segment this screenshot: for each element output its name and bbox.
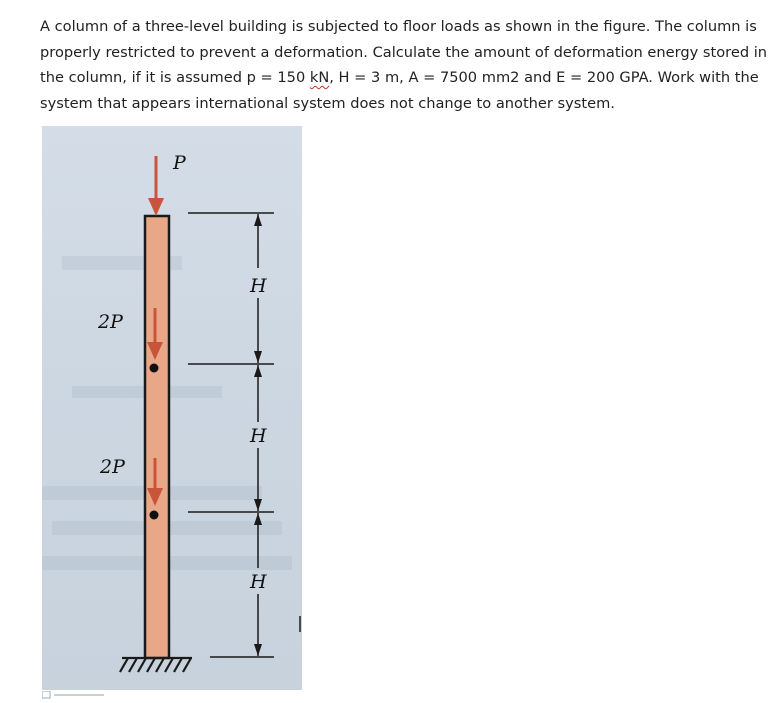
floor-load-label-1: 2P — [98, 311, 123, 333]
problem-statement — [40, 14, 772, 116]
fixed-support — [120, 658, 192, 672]
problem-text-part1: A column of a three-level building is subjected to floor loads as shown in the figure. The column is properly restricted to prevent a deformation. Calculate the amount of deformation energy stored in the column, if it is assumed p = 150 — [40, 18, 768, 86]
segment-height-label-1: H — [250, 275, 267, 297]
segment-height-label-2: H — [250, 425, 267, 447]
floor-joint-2 — [150, 511, 159, 520]
image-watermark — [42, 691, 112, 699]
segment-height-label-3: H — [250, 571, 267, 593]
top-load-label: P — [173, 152, 186, 174]
column-diagram — [42, 126, 302, 690]
top-load-arrow — [148, 156, 164, 216]
floor-joint-1 — [150, 364, 159, 373]
column — [145, 216, 169, 658]
floor-load-label-2: 2P — [100, 456, 125, 478]
column-figure — [42, 126, 302, 690]
spellcheck-word: kN — [309, 69, 330, 86]
problem-text-part2: , H = 3 m, A = 7500 mm2 and E = 200 GPA. Work with the system that appears international system does not change to another system. — [40, 69, 759, 112]
